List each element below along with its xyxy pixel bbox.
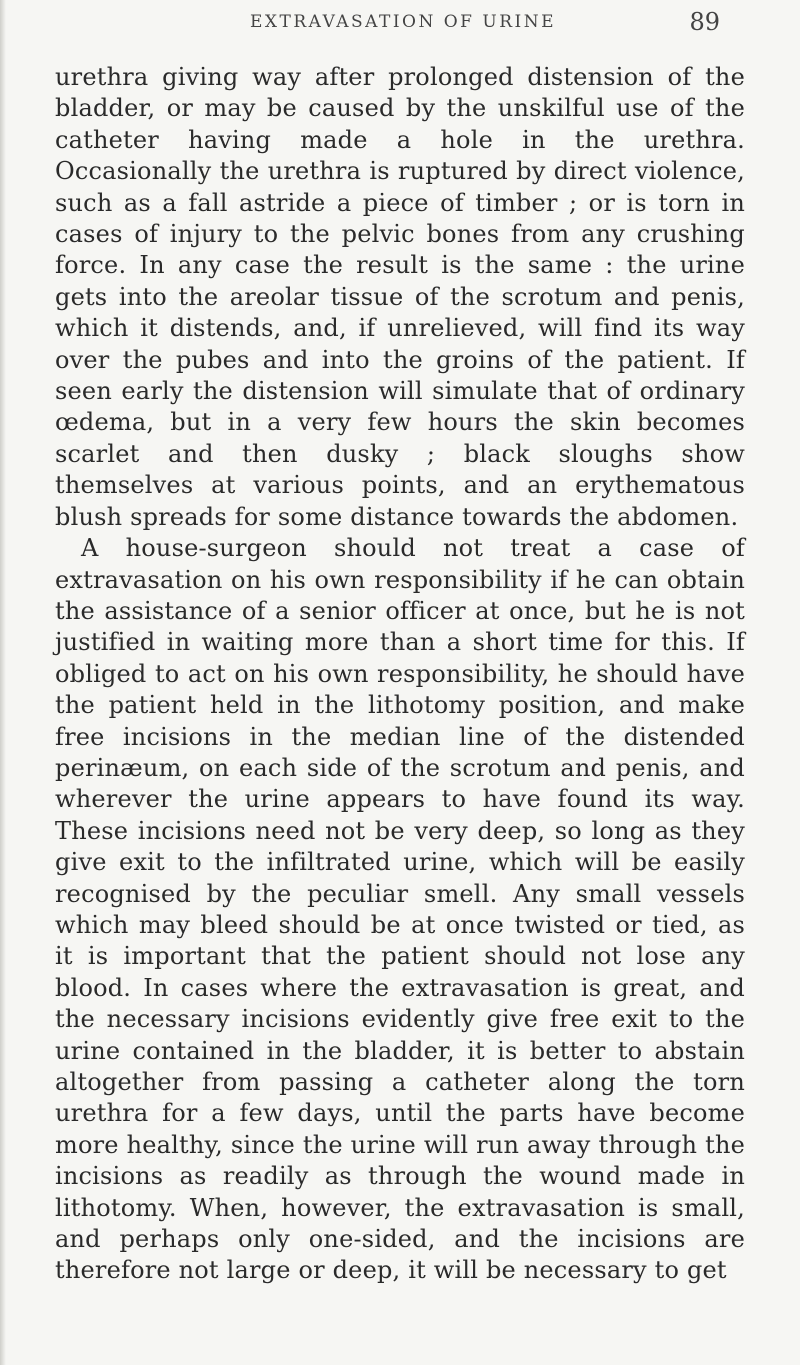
page-number: 89 — [689, 8, 720, 36]
paragraph-extravasation-causes: urethra giving way after prolonged distension of the bladder, or may be caused by the unskilful use of the catheter having made a hole in the urethra. Occasionally the urethra is ruptured by direct violence, such as a fall astride a piece of timber ; or is torn in cases of injury to the pelvic bones from any crushing force. In any case the result is the same : the urine gets into the areolar tissue of the scrotum and penis, which it distends, and, if unrelieved, will find its way over the pubes and into the groins of the patient. If seen early the distension will simulate that of ordinary œdema, but in a very few hours the skin becomes scarlet and then dusky ; black sloughs show themselves at various points, and an erythematous blush spreads for some distance towards the abdomen. — [55, 63, 745, 531]
paragraph-house-surgeon-treatment: A house-surgeon should not treat a case of extravasation on his own responsibility if he can obtain the assistance of a senior officer at once, but he is not justified in waiting more than a short time for this. If obliged to act on his own responsibility, he should have the patient held in the lithotomy position, and make free incisions in the median line of the distended perinæum, on each side of the scrotum and penis, and wherever the urine appears to have found its way. These incisions need not be very deep, so long as they give exit to the infiltrated urine, which will be easily recognised by the peculiar smell. Any small vessels which may bleed should be at once twisted or tied, as it is important that the patient should not lose any blood. In cases where the extravasation is great, and the necessary incisions evidently give free exit to the urine contained in the bladder, it is better to abstain altogether from passing a catheter along the torn urethra for a few days, until the parts have become more healthy, since the urine will run away through the incisions as readily as through the wound made in lithotomy. When, however, the extravasation is small, and perhaps only one-sided, and the incisions are therefore not large or deep, it will be necessary to get — [55, 534, 745, 1285]
body-text — [55, 62, 745, 1287]
page-spine-shadow — [0, 0, 6, 1365]
running-head: EXTRAVASATION OF URINE — [250, 12, 557, 32]
page-header — [250, 8, 720, 38]
